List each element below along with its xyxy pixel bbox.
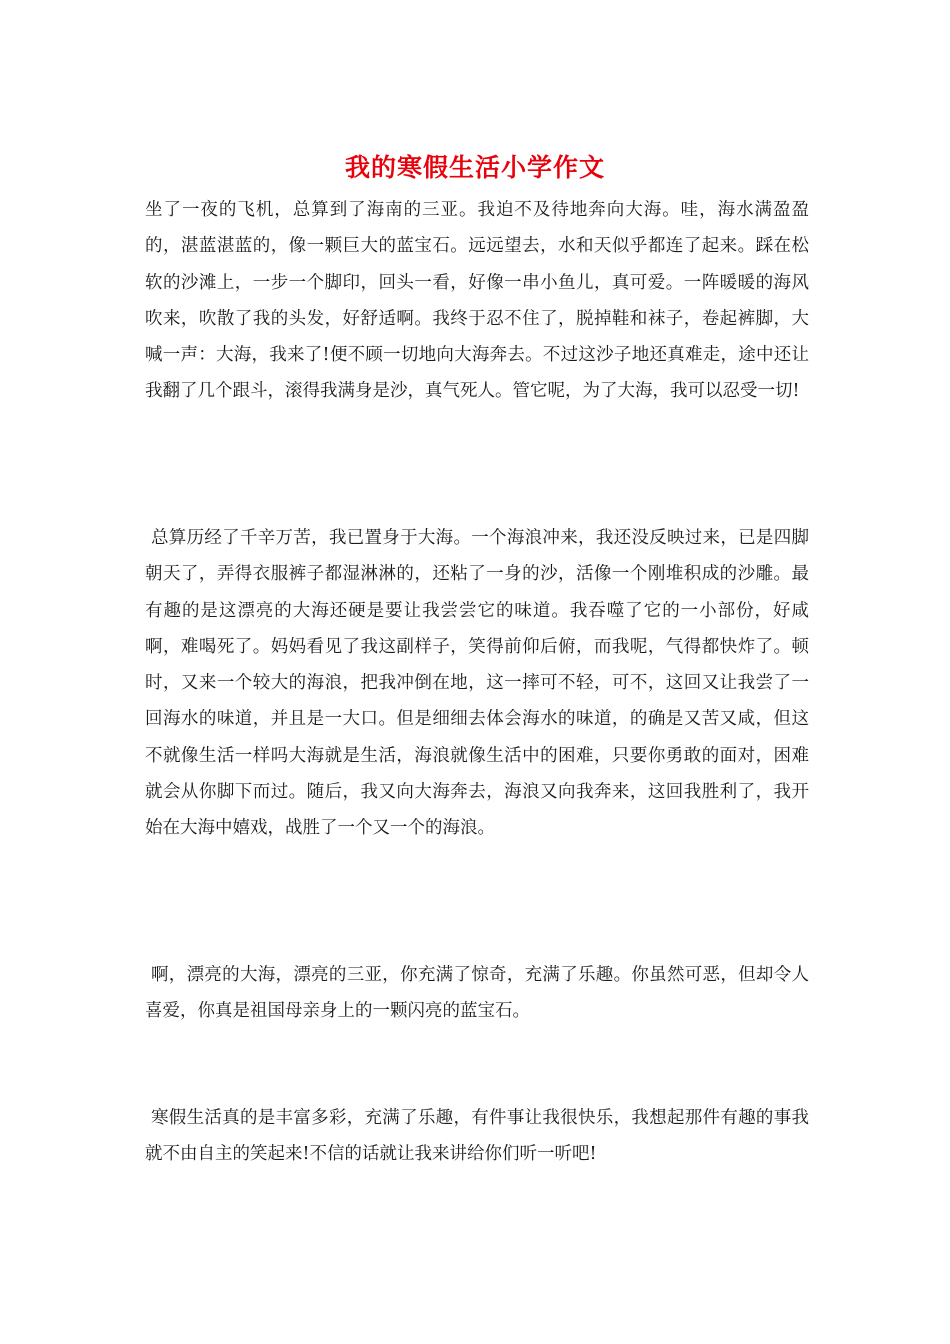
- paragraph-2: 总算历经了千辛万苦，我已置身于大海。一个海浪冲来，我还没反映过来，已是四脚朝天了，弄得衣服裤子都湿淋淋的，还粘了一身的沙，活像一个刚堆积成的沙雕。最有趣的是这漂亮的大海还硬是要让我尝尝它的味道。我吞噬了它的一小部份，好咸啊，难喝死了。妈妈看见了我这副样子，笑得前仰后俯，而我呢，气得都快炸了。顿时，又来一个较大的海浪，把我冲倒在地，这一摔可不轻，可不，这回又让我尝了一回海水的味道，并且是一大口。但是细细去体会海水的味道，的确是又苦又咸，但这不就像生活一样吗大海就是生活，海浪就像生活中的困难，只要你勇敢的面对，困难就会从你脚下而过。随后，我又向大海奔去，海浪又向我奔来，这回我胜利了，我开始在大海中嬉戏，战胜了一个又一个的海浪。: [145, 528, 809, 839]
- paragraph-3: 啊，漂亮的大海，漂亮的三亚，你充满了惊奇，充满了乐趣。你虽然可恶，但却令人喜爱，你真是祖国母亲身上的一颗闪亮的蓝宝石。: [145, 965, 809, 1022]
- document-title: 我的寒假生活小学作文: [344, 153, 605, 182]
- paragraph-4: 寒假生活真的是丰富多彩，充满了乐趣，有件事让我很快乐，我想起那件有趣的事我就不由自主的笑起来!不信的话就让我来讲给你们听一听吧!: [145, 1108, 809, 1165]
- paragraph-1: 坐了一夜的飞机，总算到了海南的三亚。我迫不及待地奔向大海。哇，海水满盈盈的，湛蓝湛蓝的，像一颗巨大的蓝宝石。远远望去，水和天似乎都连了起来。踩在松软的沙滩上，一步一个脚印，回头一看，好像一串小鱼儿，真可爱。一阵暖暖的海风吹来，吹散了我的头发，好舒适啊。我终于忍不住了，脱掉鞋和袜子，卷起裤脚，大喊一声：大海，我来了!便不顾一切地向大海奔去。不过这沙子地还真难走，途中还让我翻了几个跟斗，滚得我满身是沙，真气死人。管它呢，为了大海，我可以忍受一切!: [145, 200, 809, 402]
